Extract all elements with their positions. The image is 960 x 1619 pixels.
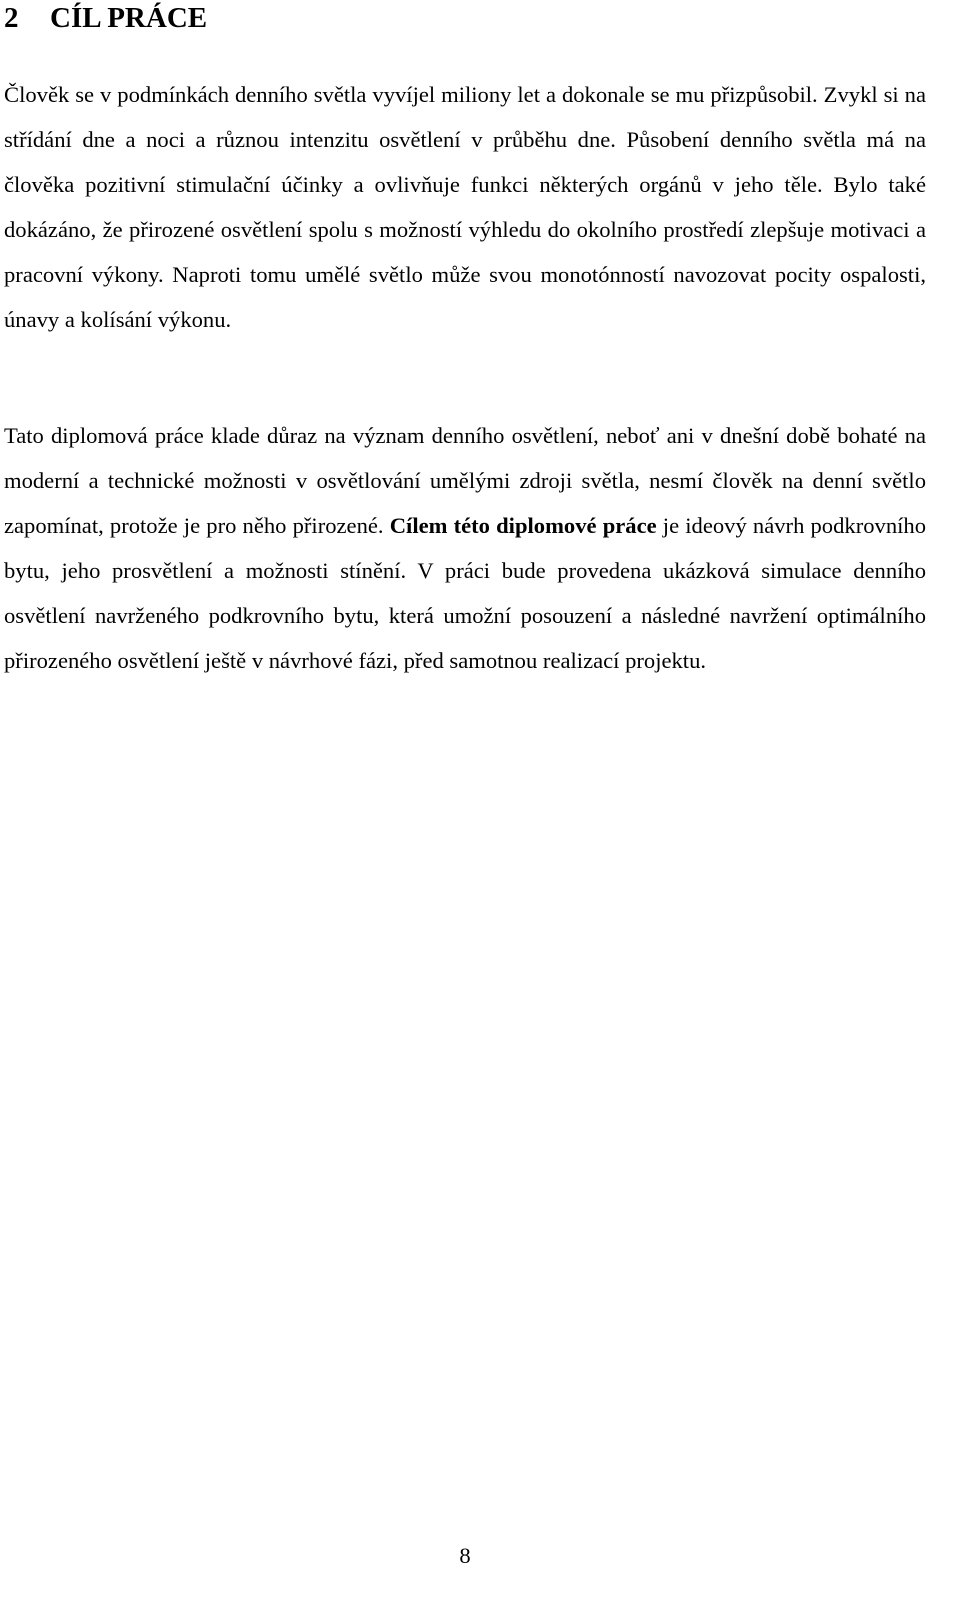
paragraph-goal-text-before: Tato diplomová práce klade důraz na význam denního osvětlení, neboť ani v dnešní době bohaté na moderní a technické možnosti v osvětlování umělými zdroji světla, nesmí člověk na denní světlo zapomínat, protože je pro něho přirozené. (4, 423, 926, 538)
chapter-number: 2 (4, 2, 19, 34)
chapter-heading (4, 0, 207, 38)
chapter-title: CÍL PRÁCE (50, 2, 208, 34)
paragraph-daylight-intro: Člověk se v podmínkách denního světla vyvíjel miliony let a dokonale se mu přizpůsobil. Zvykl si na střídání dne a noci a různou intenzitu osvětlení v průběhu dne. Působení denního světla má na člověka pozitivní stimulační účinky a ovlivňuje funkci některých orgánů v jeho těle. Bylo také dokázáno, že přirozené osvětlení spolu s možností výhledu do okolního prostředí zlepšuje motivaci a pracovní výkony. Naproti tomu umělé světlo může svou monotónností navozovat pocity ospalosti, únavy a kolísání výkonu. (4, 82, 926, 332)
paragraph-thesis-goal (4, 413, 926, 683)
paragraph-goal-text-after: je ideový návrh podkrovního bytu, jeho prosvětlení a možnosti stínění. V práci bude provedena ukázková simulace denního osvětlení navrženého podkrovního bytu, která umožní posouzení a následné navržení optimálního přirozeného osvětlení ještě v návrhové fázi, před samotnou realizací projektu. (4, 513, 926, 673)
paragraph-goal-emphasis: Cílem této diplomové práce (389, 513, 657, 538)
page-number: 8 (459, 1543, 471, 1568)
